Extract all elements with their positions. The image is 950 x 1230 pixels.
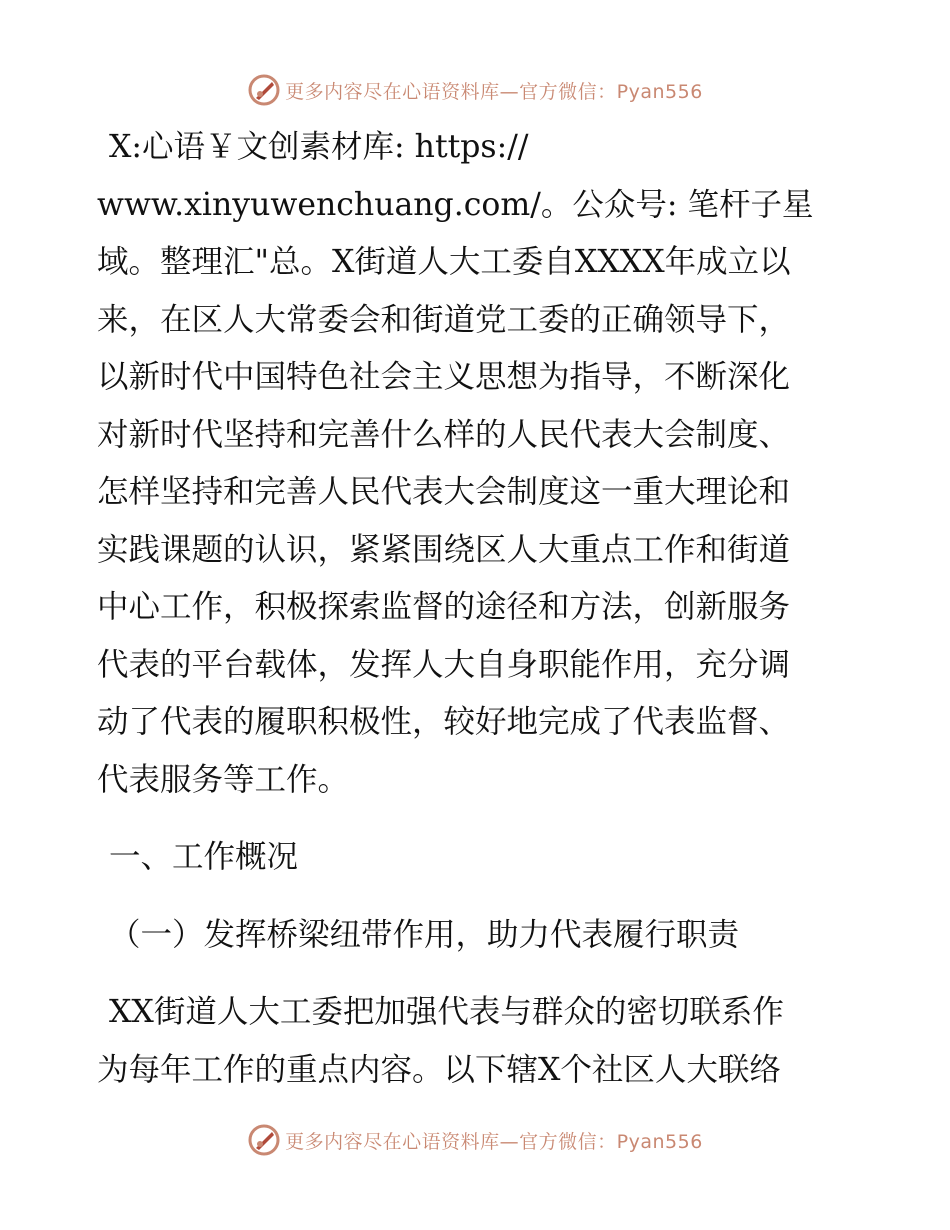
header-banner bbox=[0, 68, 950, 112]
body-line: 来，在区人大常委会和街道党工委的正确领导下， bbox=[97, 301, 791, 338]
body-line: 代表服务等工作。 bbox=[97, 761, 350, 798]
body-line: XX街道人大工委把加强代表与群众的密切联系作 bbox=[109, 994, 784, 1030]
body-line: 代表的平台载体，发挥人大自身职能作用，充分调 bbox=[97, 646, 791, 683]
body-line: 怎样坚持和完善人民代表大会制度这一重大理论和 bbox=[97, 474, 791, 510]
section-heading: 一、工作概况 bbox=[109, 839, 299, 875]
footer-banner-text: 更多内容尽在心语资料库—官方微信：Pyan556 bbox=[285, 1130, 703, 1153]
header-banner-text: 更多内容尽在心语资料库—官方微信：Pyan556 bbox=[285, 80, 703, 103]
body-line: 实践课题的认识，紧紧围绕区人大重点工作和街道 bbox=[97, 531, 791, 568]
body-line: 以新时代中国特色社会主义思想为指导，不断深化 bbox=[97, 359, 791, 395]
body-line: 域。整理汇"总。X街道人大工委自XXXX年成立以 bbox=[97, 244, 791, 280]
subsection-heading: （一）发挥桥梁纽带作用，助力代表履行职责 bbox=[109, 916, 740, 953]
quill-logo-icon bbox=[247, 73, 281, 107]
body-line: 为每年工作的重点内容。以下辖X个社区人大联络 bbox=[97, 1051, 781, 1088]
footer-banner bbox=[0, 1118, 950, 1162]
body-line: 动了代表的履职积极性，较好地完成了代表监督、 bbox=[97, 704, 791, 740]
quill-logo-icon bbox=[247, 1123, 281, 1157]
body-line: 中心工作，积极探索监督的途径和方法，创新服务 bbox=[97, 589, 791, 625]
body-line: 对新时代坚持和完善什么样的人民代表大会制度、 bbox=[97, 416, 791, 453]
body-line: www.xinyuwenchuang.com/。公众号: 笔杆子星 bbox=[97, 186, 814, 223]
body-line: X:心语￥文创素材库: https:// bbox=[109, 129, 529, 165]
document-body bbox=[97, 119, 857, 1099]
